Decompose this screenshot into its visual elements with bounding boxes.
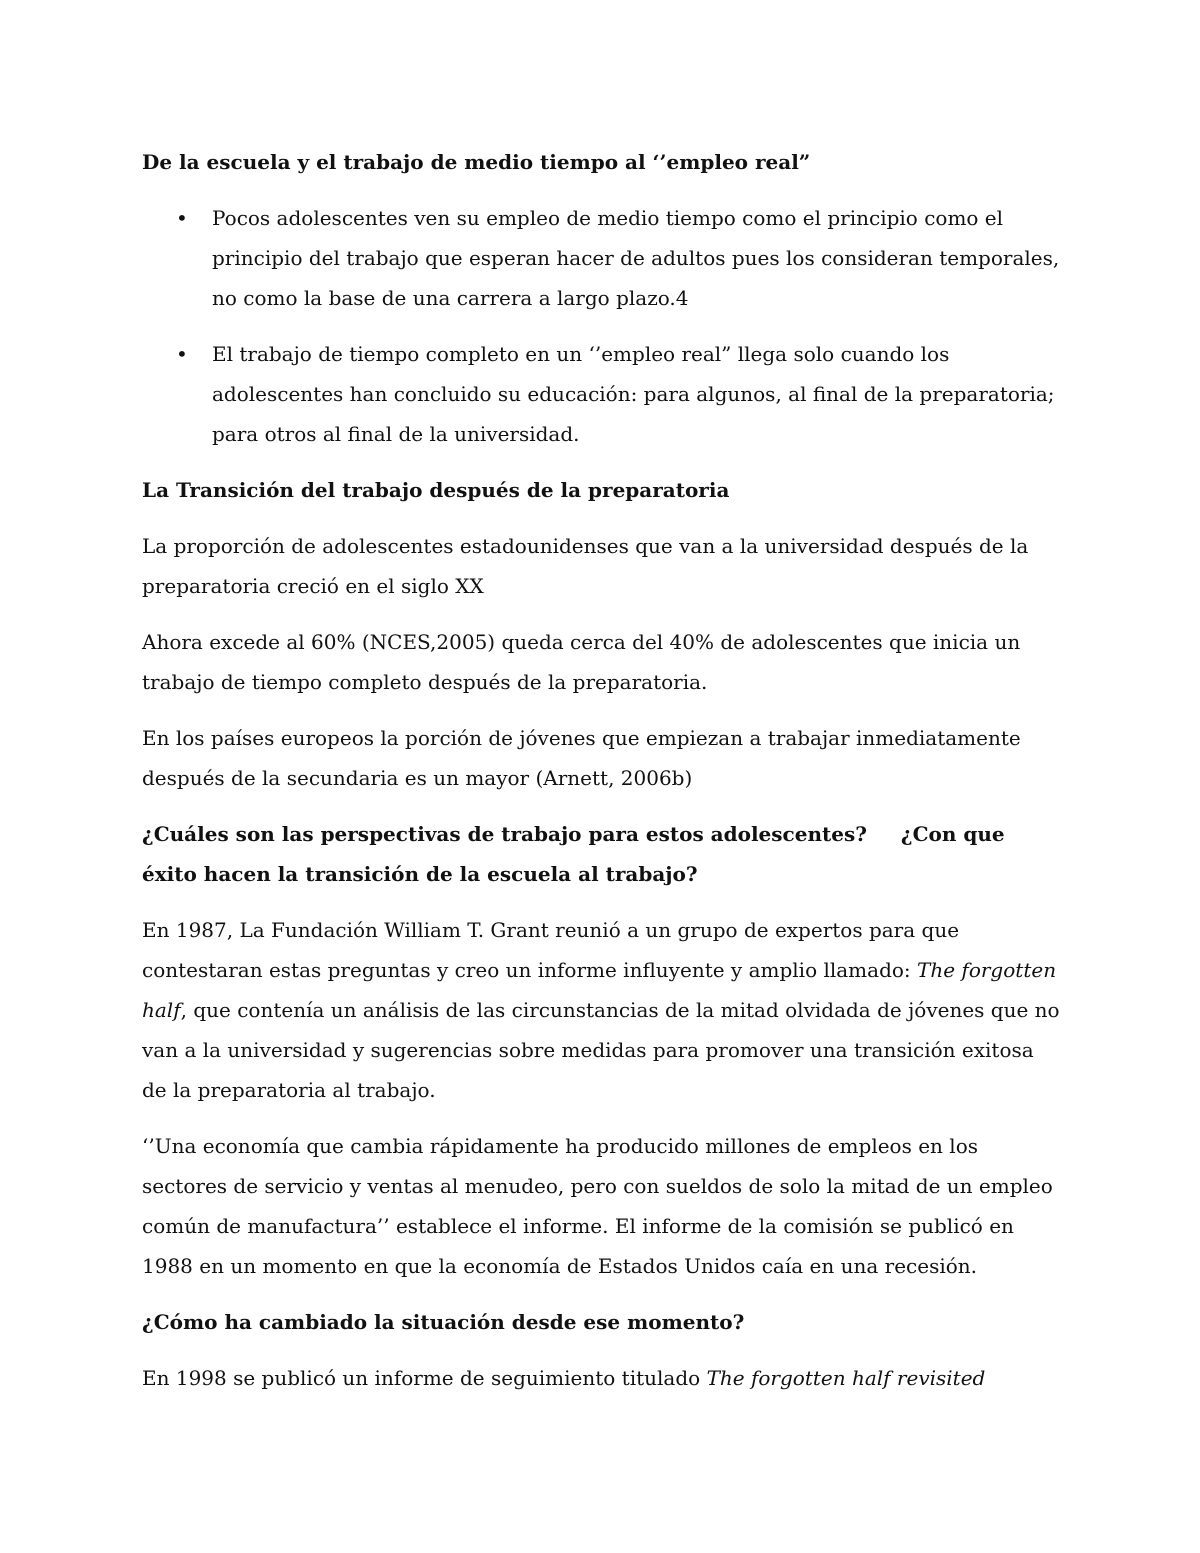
- list-item: [142, 198, 1062, 318]
- paragraph-text: En 1998 se publicó un informe de seguimiento titulado: [142, 1366, 707, 1390]
- list-item: [142, 334, 1062, 454]
- paragraph-text: En 1987, La Fundación William T. Grant reunió a un grupo de expertos para que contestaran estas preguntas y creo un informe influyente y amplio llamado:: [142, 918, 960, 982]
- heading-situation-change: ¿Cómo ha cambiado la situación desde ese momento?: [142, 1310, 745, 1334]
- report-title-italic: The forgotten half: [142, 958, 1057, 1022]
- paragraph-follow-up-report: [142, 1358, 1062, 1398]
- document-body: [142, 142, 1062, 1414]
- bullet-text: El trabajo de tiempo completo en un ‘’empleo real” llega solo cuando los adolescentes han concluido su educación: para algunos, al final de la preparatoria; para otros al final de la universidad.: [212, 342, 1055, 446]
- paragraph-economy-quote: ‘’Una economía que cambia rápidamente ha producido millones de empleos en los sectores de servicio y ventas al menudeo, pero con sueldos de solo la mitad de un empleo común de manufactura’’ establece el informe. El informe de la comisión se publicó en 1988 en un momento en que la economía de Estados Unidos caía en una recesión.: [142, 1134, 1053, 1278]
- paragraph-european-countries: En los países europeos la porción de jóvenes que empiezan a trabajar inmediatamente después de la secundaria es un mayor (Arnett, 2006b): [142, 726, 1021, 790]
- paragraph-university-proportion: La proporción de adolescentes estadounidenses que van a la universidad después de la preparatoria creció en el siglo XX: [142, 534, 1029, 598]
- heading-transition-question: ¿Con que éxito hacen la transición de la escuela al trabajo?: [142, 822, 1005, 886]
- paragraph-percentages: Ahora excede al 60% (NCES,2005) queda cerca del 40% de adolescentes que inicia un trabajo de tiempo completo después de la preparatoria.: [142, 630, 1021, 694]
- bullet-icon: •: [176, 206, 188, 230]
- heading-transition: La Transición del trabajo después de la preparatoria: [142, 478, 730, 502]
- heading-school-to-real-job: De la escuela y el trabajo de medio tiempo al ‘’empleo real”: [142, 150, 811, 174]
- heading-perspectives-question: ¿Cuáles son las perspectivas de trabajo para estos adolescentes?: [142, 822, 867, 846]
- bullet-text: Pocos adolescentes ven su empleo de medio tiempo como el principio como el principio del trabajo que esperan hacer de adultos pues los consideran temporales, no como la base de una carrera a largo plazo.4: [212, 206, 1060, 310]
- paragraph-text: , que contenía un análisis de las circunstancias de la mitad olvidada de jóvenes que no van a la universidad y sugerencias sobre medidas para promover una transición exitosa de la preparatoria al trabajo.: [142, 998, 1060, 1102]
- report-title-italic: The forgotten half revisited: [706, 1366, 986, 1390]
- heading-perspectives: [142, 814, 1062, 894]
- paragraph-grant-foundation: [142, 910, 1062, 1110]
- bullet-list: [142, 198, 1062, 454]
- bullet-icon: •: [176, 342, 188, 366]
